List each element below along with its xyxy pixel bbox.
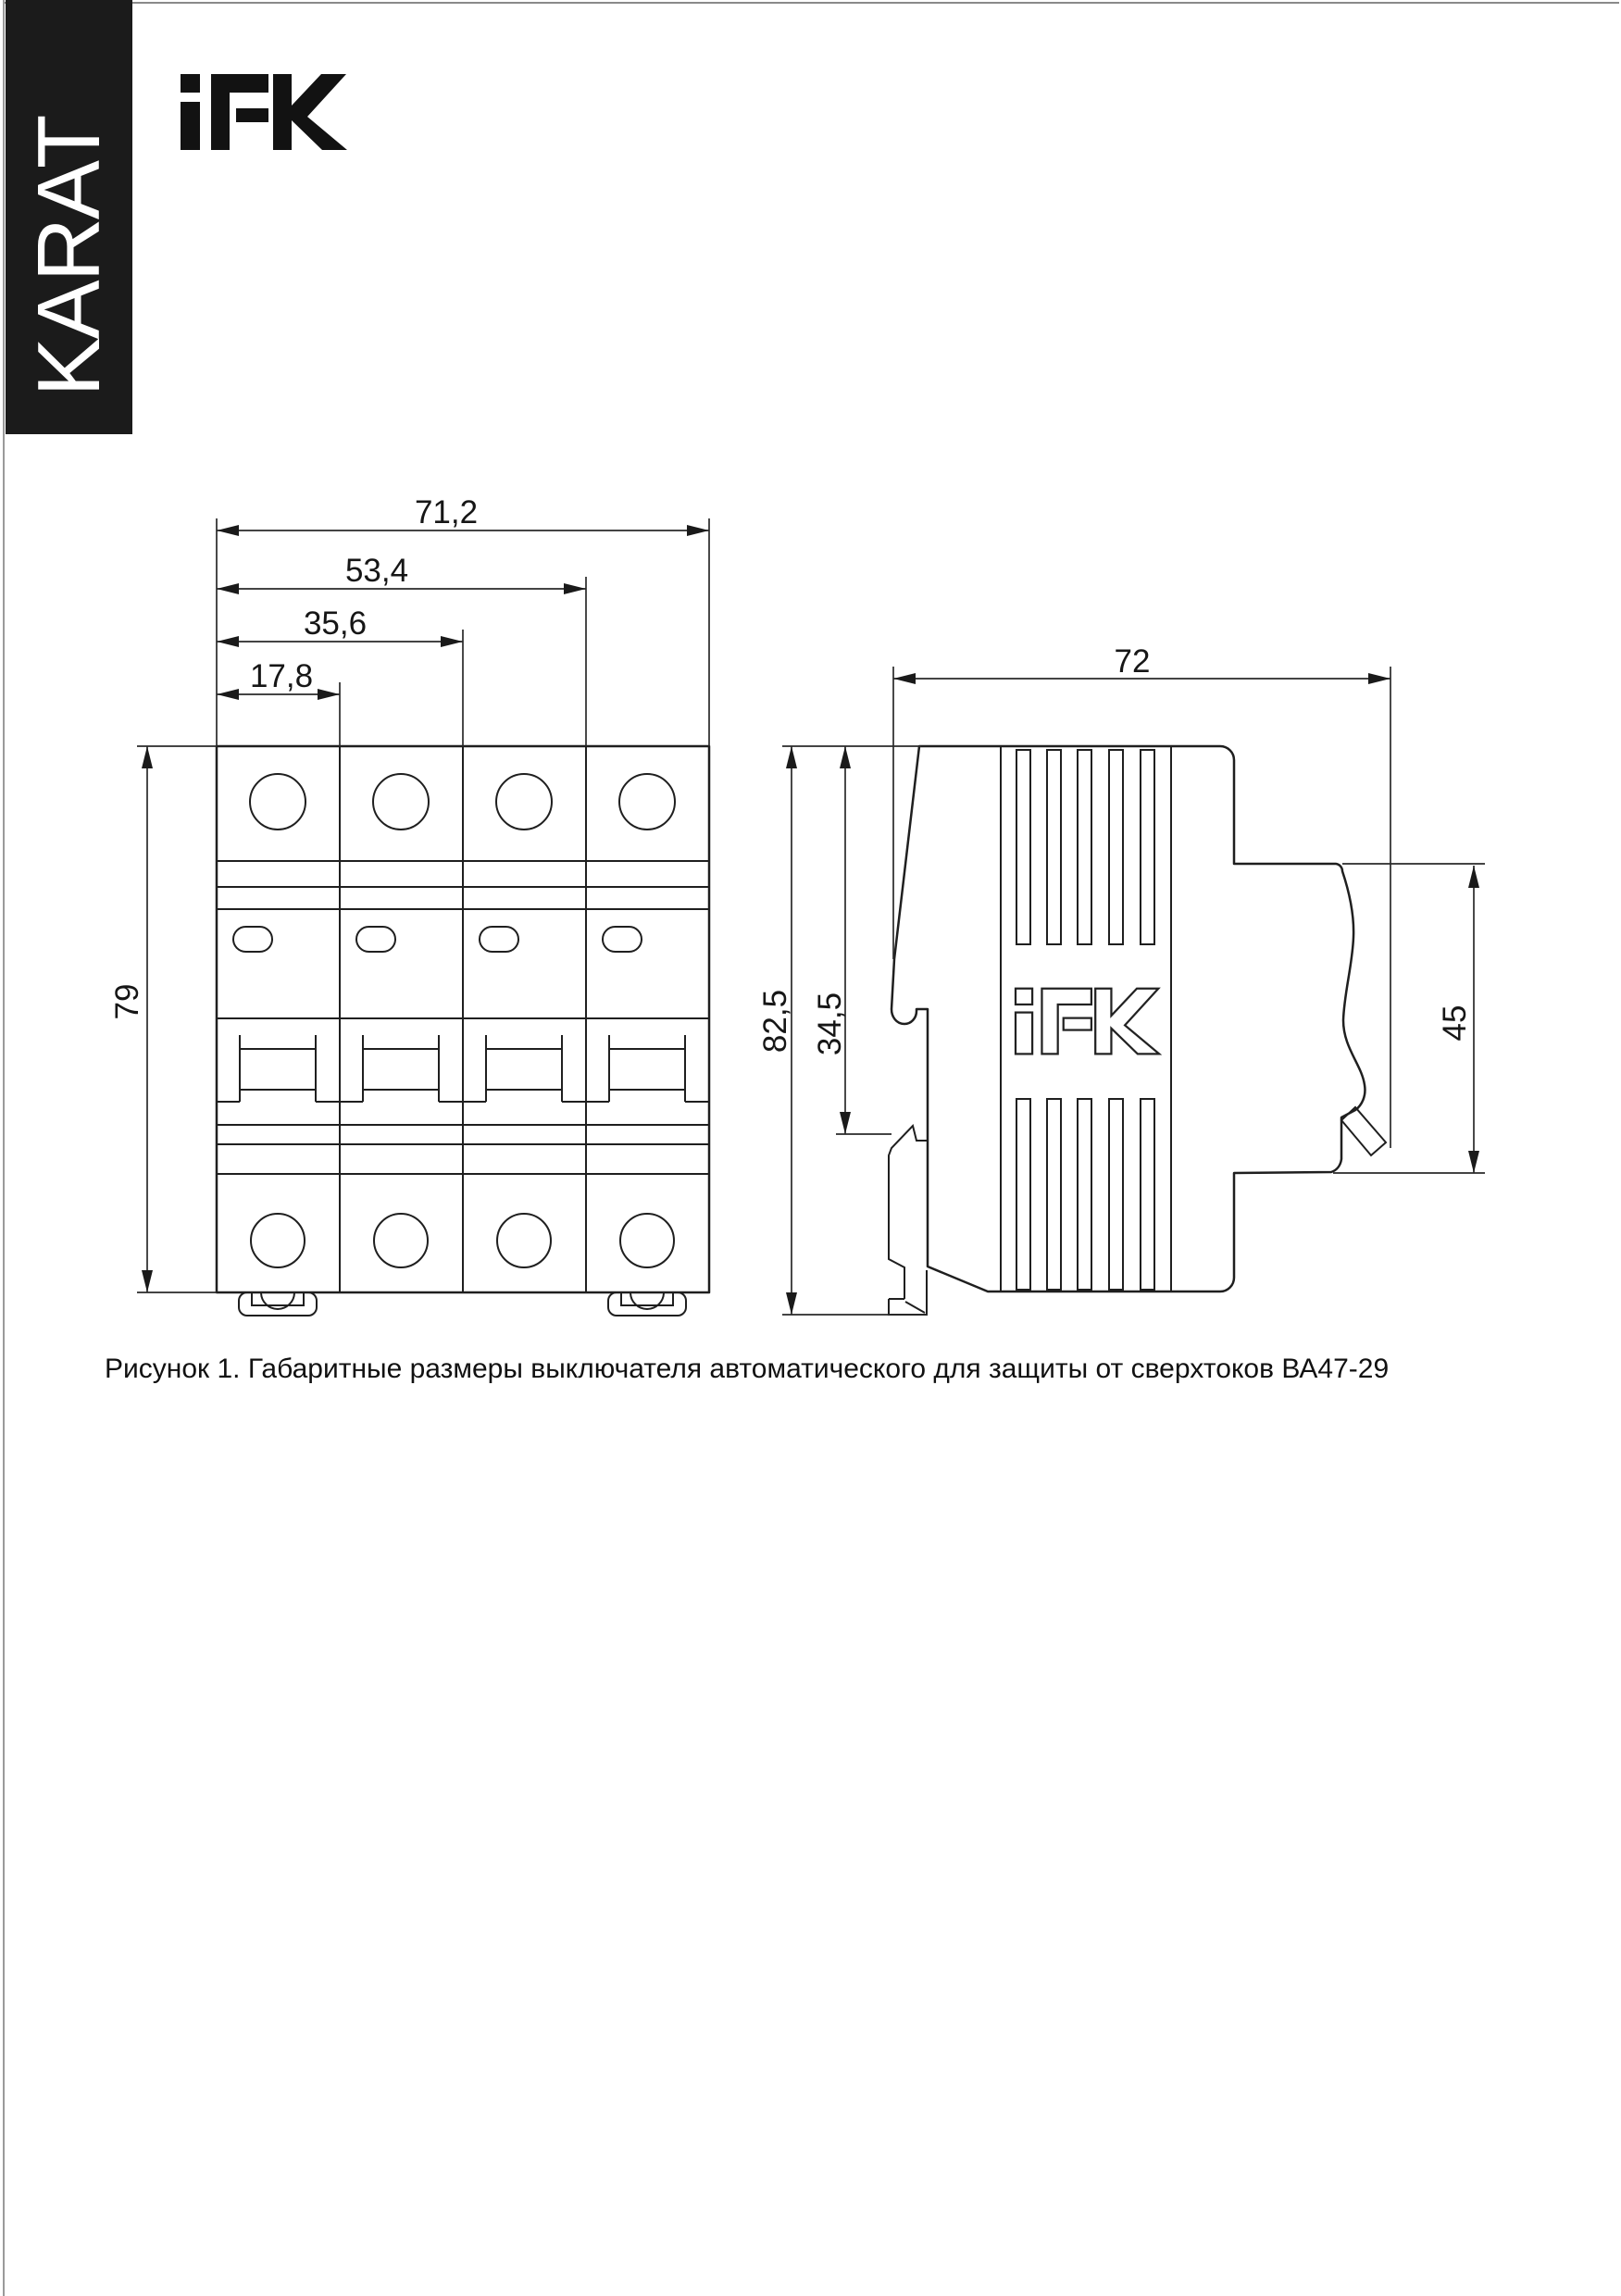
lower-vent-slots [1016,1099,1154,1290]
din-rail-clips [239,1292,686,1316]
dim-width-one-module-label: 17,8 [249,658,314,694]
extension-lines [137,518,709,1292]
upper-vent-slots [1016,750,1154,944]
side-view-dimensions [757,643,1485,1315]
front-view [109,494,709,1316]
dim-height-total-label: 82,5 [757,989,793,1054]
dim-depth-label: 72 [1114,643,1151,680]
figure-caption: Рисунок 1. Габаритные размеры выключателя автоматического для защиты от сверхтоков ВА47-29 [105,1354,1390,1384]
side-view [757,643,1485,1315]
dim-din-claw-span-label: 34,5 [812,992,848,1056]
side-body-outline [892,746,1365,1292]
movable-claw-shape [1341,1107,1386,1155]
dim-width-three-modules-label: 53,4 [344,553,409,589]
iek-logo [181,74,347,150]
dim-width-total-label: 71,2 [414,494,479,530]
front-view-dimensions [109,494,709,1292]
karat-brand-label: KARAT [19,116,118,397]
dim-width-two-modules-label: 35,6 [303,605,368,642]
indicator-windows [233,927,642,952]
din-spring-claw [889,1126,928,1315]
dim-front-section-height-label: 45 [1437,1004,1473,1042]
dim-height-label: 79 [109,983,145,1020]
iek-logo-side-outline [1016,989,1159,1054]
